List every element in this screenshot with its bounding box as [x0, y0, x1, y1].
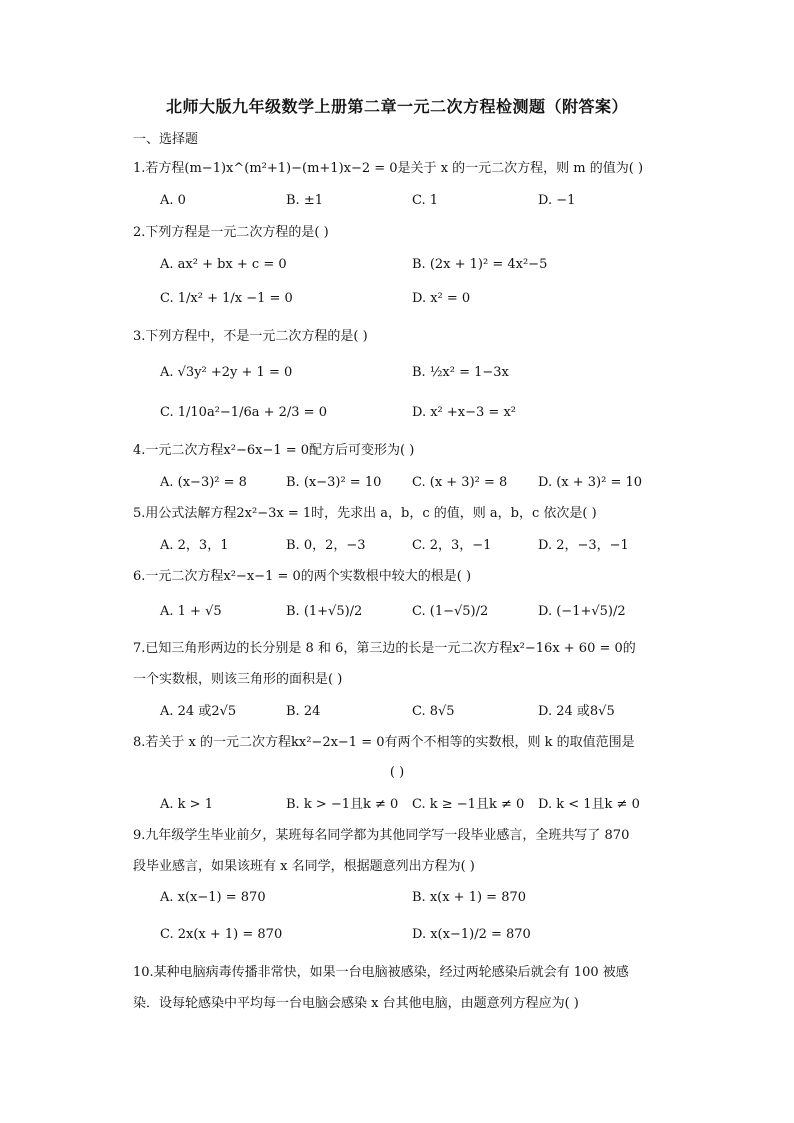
- q5-option-b[interactable]: B. 0，2，−3: [286, 538, 366, 553]
- question-4-stem: 4.一元二次方程x²−6x−1 = 0配方后可变形为( ): [133, 443, 415, 458]
- q2-option-c[interactable]: C. 1/x² + 1/x −1 = 0: [160, 291, 293, 306]
- question-8-stem-line1: 8.若关于 x 的一元二次方程kx²−2x−1 = 0有两个不相等的实数根，则 k 的取值范围是: [133, 735, 635, 750]
- question-7-stem-line1: 7.已知三角形两边的长分别是 8 和 6，第三边的长是一元二次方程x²−16x + 60 = 0的: [133, 641, 636, 656]
- q2-option-d[interactable]: D. x² = 0: [412, 291, 471, 306]
- question-3-stem: 3.下列方程中，不是一元二次方程的是( ): [133, 329, 368, 344]
- q8-option-d[interactable]: D. k < 1且k ≠ 0: [538, 797, 640, 812]
- question-2-stem: 2.下列方程是一元二次方程的是( ): [133, 225, 329, 240]
- q6-option-a[interactable]: A. 1 + √5: [160, 604, 222, 619]
- q4-option-d[interactable]: D. (x + 3)² = 10: [538, 475, 643, 490]
- q7-option-a[interactable]: A. 24 或2√5: [160, 704, 237, 719]
- q6-option-b[interactable]: B. (1+√5)/2: [286, 604, 363, 619]
- q9-option-b[interactable]: B. x(x + 1) = 870: [412, 890, 527, 905]
- q1-option-b[interactable]: B. ±1: [286, 193, 323, 208]
- question-9-stem-line1: 9.九年级学生毕业前夕，某班每名同学都为其他同学写一段毕业感言，全班共写了 870: [133, 828, 630, 843]
- q1-option-d[interactable]: D. −1: [538, 193, 576, 208]
- q6-option-c[interactable]: C. (1−√5)/2: [412, 604, 489, 619]
- q7-option-d[interactable]: D. 24 或8√5: [538, 704, 615, 719]
- page-title: 北师大版九年级数学上册第二章一元二次方程检测题（附答案）: [165, 97, 628, 116]
- q7-option-c[interactable]: C. 8√5: [412, 704, 455, 719]
- q3-option-c[interactable]: C. 1/10a²−1/6a + 2/3 = 0: [160, 405, 327, 420]
- q4-option-c[interactable]: C. (x + 3)² = 8: [412, 475, 508, 490]
- q9-option-c[interactable]: C. 2x(x + 1) = 870: [160, 927, 283, 942]
- question-9-stem-line2: 段毕业感言，如果该班有 x 名同学，根据题意列出方程为( ): [133, 859, 475, 874]
- question-10-stem-line2: 染．设每轮感染中平均每一台电脑会感染 x 台其他电脑，由题意列方程应为( ): [133, 996, 579, 1011]
- q2-option-a[interactable]: A. ax² + bx + c = 0: [160, 257, 287, 272]
- q9-option-a[interactable]: A. x(x−1) = 870: [160, 890, 266, 905]
- q7-option-b[interactable]: B. 24: [286, 704, 321, 719]
- q3-option-b[interactable]: B. ½x² = 1−3x: [412, 365, 509, 380]
- q5-option-c[interactable]: C. 2，3，−1: [412, 538, 492, 553]
- q5-option-d[interactable]: D. 2，−3，−1: [538, 538, 629, 553]
- question-1-stem: 1.若方程(m−1)x^(m²+1)−(m+1)x−2 = 0是关于 x 的一元二次方程，则 m 的值为( ): [133, 161, 644, 176]
- q3-option-d[interactable]: D. x² +x−3 = x²: [412, 405, 516, 420]
- question-6-stem: 6.一元二次方程x²−x−1 = 0的两个实数根中较大的根是( ): [133, 569, 472, 584]
- q8-option-b[interactable]: B. k > −1且k ≠ 0: [286, 797, 399, 812]
- q2-option-b[interactable]: B. (2x + 1)² = 4x²−5: [412, 257, 548, 272]
- section-heading: 一、选择题: [133, 132, 199, 147]
- q4-option-b[interactable]: B. (x−3)² = 10: [286, 475, 382, 490]
- q4-option-a[interactable]: A. (x−3)² = 8: [160, 475, 247, 490]
- question-8-stem-line2: ( ): [389, 765, 405, 780]
- q8-option-a[interactable]: A. k > 1: [160, 797, 213, 812]
- q1-option-a[interactable]: A. 0: [160, 193, 186, 208]
- q8-option-c[interactable]: C. k ≥ −1且k ≠ 0: [412, 797, 525, 812]
- question-10-stem-line1: 10.某种电脑病毒传播非常快，如果一台电脑被感染，经过两轮感染后就会有 100 被感: [133, 965, 629, 980]
- question-5-stem: 5.用公式法解方程2x²−3x = 1时，先求出 a，b，c 的值，则 a，b，c 依次是( ): [133, 506, 597, 521]
- q1-option-c[interactable]: C. 1: [412, 193, 439, 208]
- q6-option-d[interactable]: D. (−1+√5)/2: [538, 604, 626, 619]
- q3-option-a[interactable]: A. √3y² +2y + 1 = 0: [160, 365, 293, 380]
- q5-option-a[interactable]: A. 2，3，1: [160, 538, 229, 553]
- q9-option-d[interactable]: D. x(x−1)/2 = 870: [412, 927, 531, 942]
- question-7-stem-line2: 一个实数根，则该三角形的面积是( ): [133, 672, 343, 687]
